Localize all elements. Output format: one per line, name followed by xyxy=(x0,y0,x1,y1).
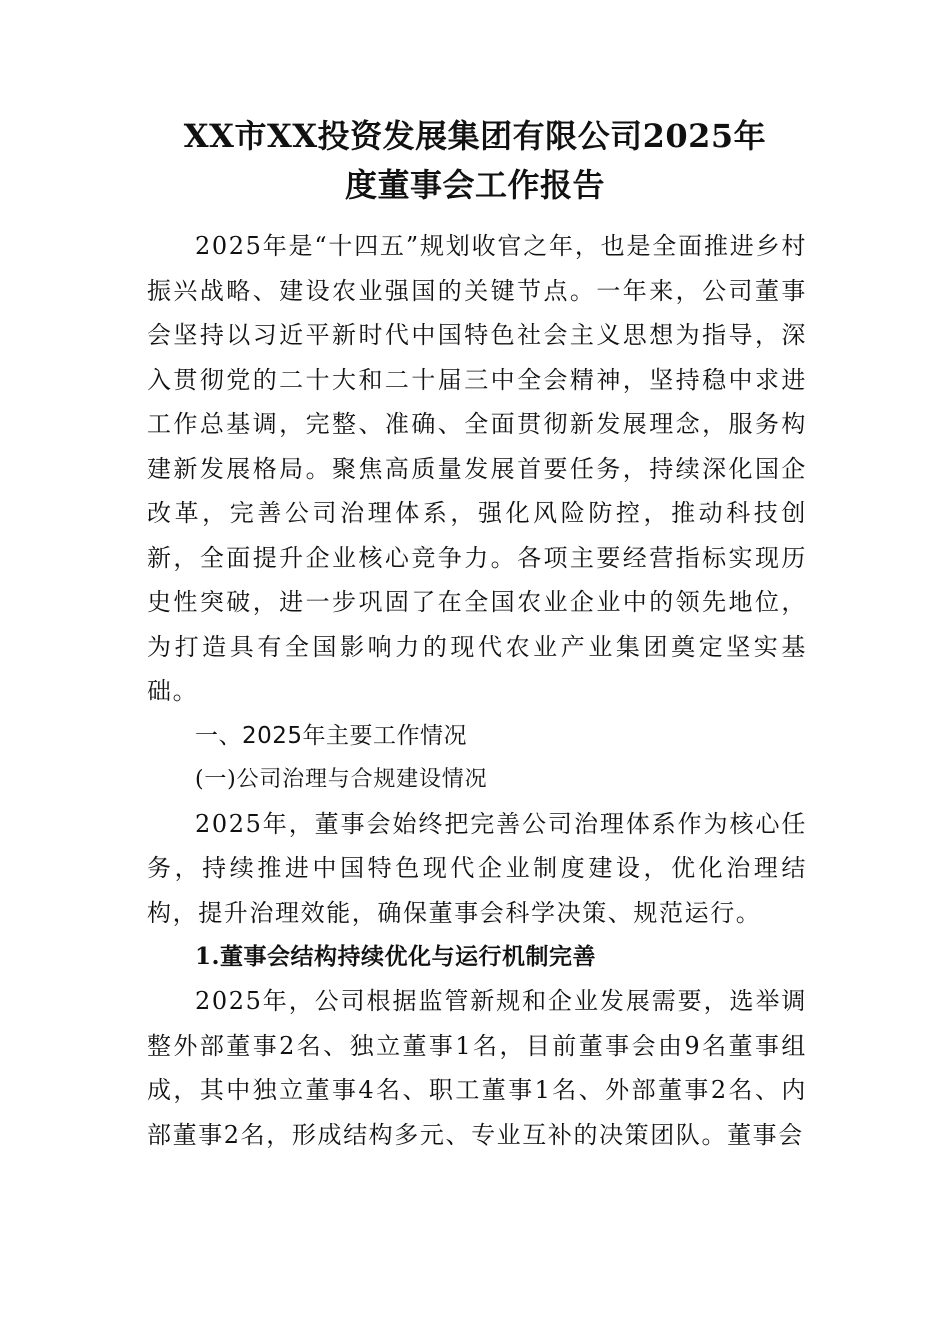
document-body xyxy=(147,224,807,1157)
subsection-paragraph: 2025年，董事会始终把完善公司治理体系作为核心任务，持续推进中国特色现代企业制度建设，优化治理结构，提升治理效能，确保董事会科学决策、规范运行。 xyxy=(147,809,807,927)
section-heading: 一、2025年主要工作情况 xyxy=(195,722,468,749)
item-heading: 1.董事会结构持续优化与运行机制完善 xyxy=(195,943,597,970)
intro-paragraph: 2025年是“十四五”规划收官之年，也是全面推进乡村振兴战略、建设农业强国的关键节点。一年来，公司董事会坚持以习近平新时代中国特色社会主义思想为指导，深入贯彻党的二十大和二十届三中全会精神，坚持稳中求进工作总基调，完整、准确、全面贯彻新发展理念，服务构建新发展格局。聚焦高质量发展首要任务，持续深化国企改革，完善公司治理体系，强化风险防控，推动科技创新，全面提升企业核心竞争力。各项主要经营指标实现历史性突破，进一步巩固了在全国农业企业中的领先地位，为打造具有全国影响力的现代农业产业集团奠定坚实基础。 xyxy=(147,232,807,705)
title-line-2: 度董事会工作报告 xyxy=(344,166,605,204)
document-title xyxy=(100,112,850,210)
item-paragraph: 2025年，公司根据监管新规和企业发展需要，选举调整外部董事2名、独立董事1名，目前董事会由9名董事组成，其中独立董事4名、职工董事1名、外部董事2名、内部董事2名，形成结构多元、专业互补的决策团队。董事会 xyxy=(147,987,807,1149)
title-line-1: XX市XX投资发展集团有限公司2025年 xyxy=(183,117,767,155)
subsection-heading: (一)公司治理与合规建设情况 xyxy=(195,766,488,792)
